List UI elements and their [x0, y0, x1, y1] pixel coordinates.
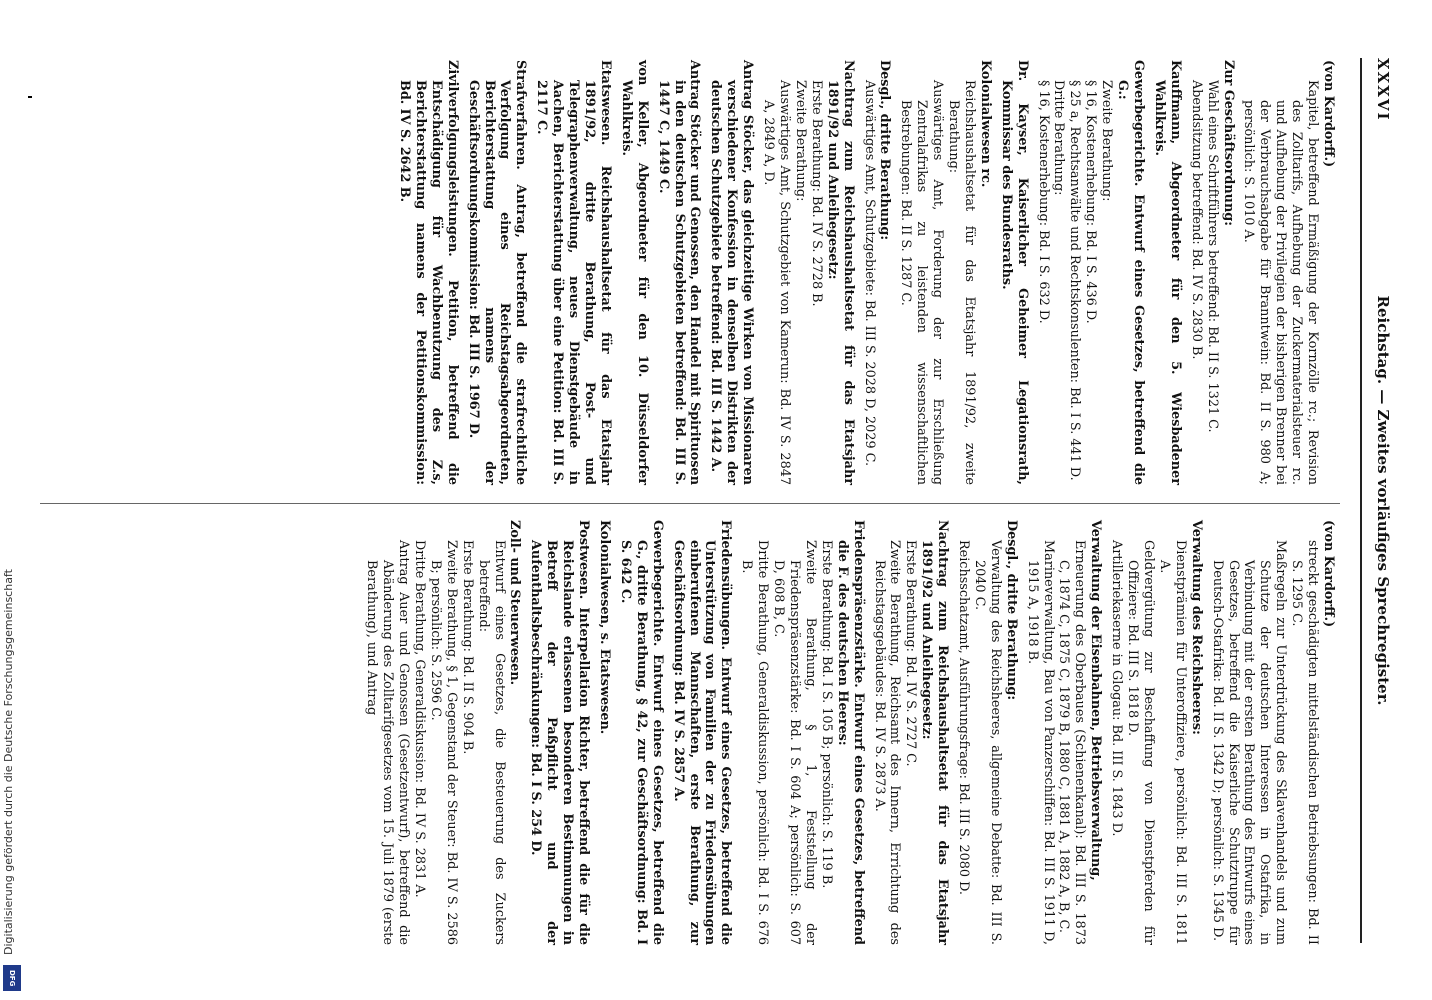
entry-heading: Nachtrag zum Reichshaushaltsetat für das Etatsjahr 1891/92 und Anleihegesetz:: [919, 520, 951, 945]
entry-heading: von Keller, Abgeordneter für den 10. Düsseldorfer Wahlkreis.: [618, 60, 650, 485]
register-entry: [738, 520, 865, 945]
register-entry: [670, 520, 734, 945]
entry-line: Kapitel, betreffend Ermäßigung der Kornzölle rc.; Revision des Zolltarifs, Aufhebung der Zuckermaterialsteuer rc. und Aufhebung der Privilegien der bisherigen Brenner bei der Verbrauchsabgabe für Branntwein: Bd. II S. 980 A; persönlich: S. 1010 A.: [1241, 80, 1321, 485]
entry-heading: Zoll- und Steuerwesen.: [507, 520, 523, 686]
entry-line: Wahl eines Schriftführers betreffend: Bd. II S. 1321 C.: [1204, 80, 1220, 433]
entry-heading: Dr. Kayser, Kaiserlicher Geheimer Legationsrath, Kommissar des Bundesraths.: [998, 60, 1030, 485]
entry-line: Erste Berathung: Bd. IV S. 2728 B.: [808, 80, 824, 307]
entry-heading: Desgl., dritte Berathung:: [877, 60, 893, 241]
register-entry: [1241, 60, 1336, 485]
entry-line: Dienstprämien für Unteroffiziere, persönlich: Bd. III S. 1811 A.: [1156, 540, 1188, 945]
entry-heading: Zur Geschäftsordnung:: [1220, 60, 1236, 226]
register-entry: [1035, 60, 1146, 485]
entry-line: Antrag Auer und Genossen (Gesetzentwurf), betreffend die Abänderung des Zolltarifgesetzes vom 15. Juli 1879 (erste Berathung), und Antrag: [364, 540, 412, 945]
entry-line: Reichshaushaltsetat für das Etatsjahr 1891/92, zweite Berathung:: [946, 80, 977, 485]
entry-heading: Kauffmann, Abgeordneter für den 5. Wiesbadener Wahlkreis.: [1151, 60, 1183, 485]
register-entry: [465, 60, 529, 485]
entry-line: Maßregeln zur Unterdrückung des Sklavenhandels und zum Schutze der deutschen Interessen in Ostafrika, in Verbindung mit der ersten Berathung des Entwurfs eines Gesetzes, betreffend die Kaiserliche Schutztruppe für Deutsch-Ostafrika: Bd. II S. 1342 D; persönlich: S. 1345 D.: [1209, 540, 1289, 945]
entry-heading: Nachtrag zum Reichshaushaltsetat für das Etatsjahr 1891/92 und Anleihegesetz:: [824, 60, 856, 485]
entry-line: Dritte Berathung:: [1051, 80, 1067, 196]
register-entry: [1209, 520, 1336, 945]
register-entry: [596, 520, 612, 945]
entry-heading: Desgl., dritte Berathung:: [1003, 520, 1019, 701]
register-entry: [1024, 520, 1104, 945]
entry-heading: Verwaltung der Eisenbahnen, Betriebsverwaltung,: [1088, 520, 1104, 881]
left-column: [46, 60, 1336, 485]
page-number: XXXVI: [1374, 58, 1392, 122]
entry-line: Auswärtiges Amt, Schutzgebiete: Bd. III S. 2028 D, 2029 C.: [861, 80, 877, 467]
entry-heading: Kolonialwesen, s. Etatswesen.: [597, 520, 613, 735]
register-entry: [871, 520, 951, 945]
entry-line: Erste Berathung: Bd. IV S. 2727 C.: [903, 540, 919, 767]
entry-line: Erneuerung des Oberbaues (Schienenkanal): Bd. III S. 1873 C, 1874 C, 1875 C, 1879 B, 1880 C, 1881 A, 1882 A, B, C.: [1056, 540, 1088, 945]
register-entry: [998, 60, 1030, 485]
scan-speck: [28, 96, 32, 98]
entry-line: Zweite Berathung, § 1, Feststellung der Friedenspräsenzstärke: Bd. I S. 604 A; persönlich: S. 607 D, 608 B, C.: [771, 540, 818, 945]
register-entry: [861, 60, 893, 485]
entry-line: Abendsitzung betreffend: Bd. IV S. 2830 B.: [1188, 80, 1204, 360]
entry-line: Verwaltung des Reichsheeres, allgemeine Debatte: Bd. III S. 2040 C.: [971, 540, 1003, 945]
entry-line: § 25 a, Rechtsanwälte und Rechtskonsulenten: Bd. I S. 441 D.: [1067, 80, 1083, 481]
page-title: Reichstag. — Zweites vorläufiges Sprechregister.: [1374, 295, 1392, 706]
entry-line: Zweite Berathung:: [1099, 80, 1115, 202]
register-entry: [396, 60, 460, 485]
register-entry: [1108, 520, 1203, 945]
entry-line: Zweite Berathung:: [792, 80, 808, 202]
entry-heading: Postwesen. Interpellation Richter, betreffend die für die Reichslande erlassenen besonderen Bestimmungen in Betreff der Paßpflicht und der Aufenthaltsbeschränkungen: Bd. I S. 254 D.: [528, 520, 592, 945]
register-entry: [955, 520, 1019, 945]
register-entry: [897, 60, 992, 485]
entry-line: streckt geschädigten mittelständischen Betriebsungen: Bd. II S. 1295 C.: [1289, 540, 1321, 945]
register-entry: [533, 60, 613, 485]
entry-line: Dritte Berathung, Generaldiskussion: Bd. IV S. 2831 A.: [412, 540, 428, 898]
entry-heading: Etatswesen. Reichshaushaltsetat für das Etatsjahr 1891/92, dritte Berathung, Post- und Telegraphenverwaltung, neues Dienstgebäude in Aachen, Berichterstattung über eine Petition: Bd. III S. 2117 C.: [534, 60, 613, 485]
entry-line: Artilleriekaserne in Glogau: Bd. III S. 1843 D.: [1109, 540, 1125, 837]
entry-line: Zweite Berathung, § 1, Gegenstand der Steuer: Bd. IV S. 2586 B; persönlich: S. 2596 C.: [427, 540, 459, 945]
entry-line: Reichsschatzamt, Ausführungsfrage: Bd. III S. 2080 D.: [956, 540, 972, 895]
entry-heading: (von Kardorff.): [1321, 60, 1336, 168]
entry-heading: (von Kardorff.): [1321, 520, 1336, 628]
entry-heading: Strafverfahren. Antrag, betreffend die strafrechtliche Verfolgung eines Reichstagsabgeordneten, Berichterstattung namens der Geschäftsordnungskommission: Bd. III S. 1967 D.: [465, 60, 529, 485]
entry-heading: Antrag Stöcker und Genossen, den Handel mit Spirituosen in den deutschen Schutzgebieten betreffend: Bd. III S. 1447 C, 1449 C.: [655, 60, 703, 485]
entry-line: Geldvergütung zur Beschaffung von Dienstpferden für Offiziere: Bd. III S. 1818 D.: [1125, 540, 1157, 945]
entry-heading: Friedenspräsenzstärke. Entwurf eines Gesetzes, betreffend die F. des deutschen Heeres:: [834, 520, 866, 945]
entry-heading: Verwaltung des Reichsheeres:: [1188, 520, 1204, 735]
header-rule: [1360, 58, 1362, 943]
entry-line: § 16, Kostenerhebung: Bd. I S. 632 D.: [1035, 80, 1051, 324]
entry-line: § 16, Kostenerhebung: Bd. I S. 436 D.: [1083, 80, 1099, 324]
register-entry: [528, 520, 592, 945]
entry-line: Erste Berathung: Bd. I S. 105 B; persönlich: S. 119 B.: [818, 540, 834, 889]
entry-line: Erste Berathung: Bd. II S. 904 B.: [459, 540, 475, 755]
entry-line: Auswärtiges Amt, Schutzgebiet von Kamerun: Bd. IV S. 2847 A, 2849 A, D.: [761, 80, 792, 485]
entry-line: Marineverwaltung, Bau von Panzerschiffen: Bd. III S. 1911 D, 1915 A, 1918 B.: [1024, 540, 1056, 945]
entry-heading: Friedensübungen. Entwurf eines Gesetzes, betreffend die Unterstützung von Familien der zu Friedensübungen einberufenen Mannschaften, erste Berathung, zur Geschäftsordnung: Bd. IV S. 2857 A.: [670, 520, 734, 945]
entry-line: Dritte Berathung, Generaldiskussion, persönlich: Bd. I S. 676 B.: [739, 540, 771, 945]
right-column: [46, 520, 1336, 945]
register-entry: [618, 60, 650, 485]
entry-heading: Gewerbegerichte. Entwurf eines Gesetzes, betreffend die G.:: [1115, 60, 1147, 485]
entry-heading: Antrag Stöcker, das gleichzeitige Wirken von Missionaren verschiedener Konfession in denselben Distrikten der deutschen Schutzgebiete betreffend: Bd. III S. 1442 A.: [708, 60, 756, 485]
entry-heading: Zivilverfolgungsleistungen. Petition, betreffend die Entschädigung für Wachbenutzung des Z.s, Berichterstattung namens der Petitionskommission: Bd. IV S. 2642 B.: [397, 60, 460, 485]
register-entry: [1188, 60, 1236, 485]
running-head: [1366, 58, 1392, 943]
column-divider: [40, 503, 1340, 504]
entry-line: Entwurf eines Gesetzes, die Besteuerung des Zuckers betreffend:: [475, 540, 507, 945]
register-entry: [707, 60, 755, 485]
register-entry: [617, 520, 665, 945]
entry-heading: Kolonialwesen rc.: [977, 60, 993, 188]
entry-line: Auswärtiges Amt, Forderung der zur Erschließung Zentralafrikas zu leistenden wissenschaftlichen Bestrebungen: Bd. II S. 1287 C.: [898, 80, 946, 485]
register-entry: [760, 60, 855, 485]
dfg-logo: DFG: [3, 965, 21, 991]
entry-line: Zweite Berathung, Reichsamt des Innern, Errichtung des Reichstagsgebäudes: Bd. IV S. 2873 A.: [871, 540, 903, 945]
register-entry: [655, 60, 703, 485]
entry-heading: Gewerbegerichte. Entwurf eines Gesetzes, betreffend die G., dritte Berathung, § 42, zur Geschäftsordnung: Bd. I S. 642 C.: [617, 520, 665, 945]
register-entry: [1151, 60, 1183, 485]
register-entry: [363, 520, 522, 945]
